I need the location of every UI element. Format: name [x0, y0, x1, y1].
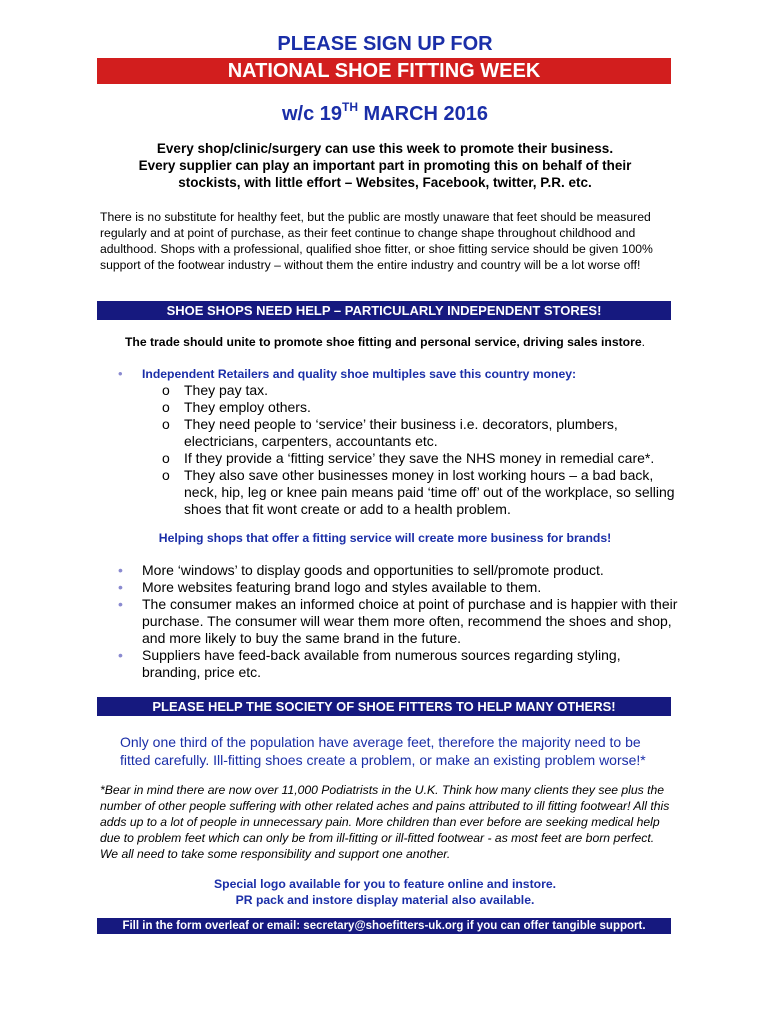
list-item-text: The consumer makes an informed choice at point of purchase and is happier with their purchase. The consumer will wear them more often, recommend the shoes and shop, and more likely to buy the same brand in the future. — [142, 596, 678, 646]
intro-bold-line: stockists, with little effort – Websites, Facebook, twitter, P.R. etc. — [178, 175, 592, 190]
special-offer-block — [100, 876, 670, 908]
intro-bold-line: Every shop/clinic/surgery can use this week to promote their business. — [156, 141, 614, 156]
bullet-icon: • — [118, 647, 123, 663]
list-item-text: If they provide a ‘fitting service’ they save the NHS money in remedial care*. — [184, 450, 655, 466]
list-item — [160, 416, 680, 450]
list-item — [160, 467, 680, 518]
bullet-icon: • — [118, 366, 123, 381]
list-item — [118, 596, 678, 647]
list-item — [160, 382, 680, 399]
circle-bullet-icon: o — [162, 450, 170, 466]
circle-bullet-icon: o — [162, 467, 170, 483]
retailers-bullet — [118, 366, 576, 381]
list-item-text: They employ others. — [184, 399, 311, 415]
list-item-text: They pay tax. — [184, 382, 269, 398]
special-line: Special logo available for you to feature online and instore. — [214, 877, 556, 891]
circle-bullet-icon: o — [162, 399, 170, 415]
intro-paragraph: There is no substitute for healthy feet, but the public are mostly unaware that feet should be measured regularly and at point of purchase, as their feet continue to change shape throughout childhood and adulthood. Shops with a professional, qualified shoe fitter, or shoe fitting service should be given 100% support of the footwear industry – without them the entire industry and country will be a lot worse off! — [100, 210, 653, 272]
section-banner-help: PLEASE HELP THE SOCIETY OF SHOE FITTERS TO HELP MANY OTHERS! — [97, 697, 671, 716]
footnote-paragraph: *Bear in mind there are now over 11,000 Podiatrists in the U.K. Think how many clients they see plus the number of other people suffering with other related aches and pains attributed to ill fitting footwear! All this adds up to a lot of people in unnecessary pain. More children than ever before are seeking medical help due to problem feet which can only be from ill-fitting or ill-fitted footwear - as most feet are born perfect. We all need to take some responsibility and support one another. — [100, 783, 670, 861]
date-prefix: w/c 19 — [281, 103, 342, 125]
only-third-paragraph: Only one third of the population have average feet, therefore the majority need to be fitted carefully. Ill-fitting shoes create a problem, or make an existing problem worse!* — [120, 734, 646, 768]
trade-line-period: . — [641, 335, 646, 349]
section-banner-shops: SHOE SHOPS NEED HELP – PARTICULARLY INDEPENDENT STORES! — [97, 301, 671, 320]
list-item-text: They also save other businesses money in lost working hours – a bad back, neck, hip, leg or knee pain means paid ‘time off’ out of the workplace, so selling shoes that fit wont create or add to a health problem. — [184, 467, 675, 517]
money-reasons-list — [160, 382, 680, 518]
date-superscript: TH — [342, 100, 358, 114]
trade-line — [100, 335, 670, 349]
helping-line: Helping shops that offer a fitting service will create more business for brands! — [158, 531, 612, 545]
footer-banner: Fill in the form overleaf or email: secretary@shoefitters-uk.org if you can offer tangible support. — [97, 918, 671, 934]
brand-benefits-list — [118, 562, 678, 681]
list-item-text: Suppliers have feed-back available from numerous sources regarding styling, branding, price etc. — [142, 647, 621, 680]
circle-bullet-icon: o — [162, 416, 170, 432]
heading-banner: NATIONAL SHOE FITTING WEEK — [97, 58, 671, 84]
list-item — [160, 399, 680, 416]
trade-line-text: The trade should unite to promote shoe fitting and personal service, driving sales instore — [124, 335, 642, 349]
circle-bullet-icon: o — [162, 382, 170, 398]
list-item-text: They need people to ‘service’ their business i.e. decorators, plumbers, electricians, carpenters, accountants etc. — [184, 416, 618, 449]
bullet-icon: • — [118, 596, 123, 612]
intro-bold-block — [100, 140, 670, 191]
heading-line1: PLEASE SIGN UP FOR — [277, 33, 493, 55]
list-item-text: More ‘windows’ to display goods and opportunities to sell/promote product. — [142, 562, 604, 578]
intro-bold-line: Every supplier can play an important part in promoting this on behalf of their — [138, 158, 632, 173]
list-item-text: More websites featuring brand logo and styles available to them. — [142, 579, 542, 595]
date-suffix: MARCH 2016 — [358, 103, 489, 125]
retailers-text: Independent Retailers and quality shoe multiples save this country money: — [142, 367, 577, 381]
list-item — [160, 450, 680, 467]
bullet-icon: • — [118, 562, 123, 578]
bullet-icon: • — [118, 579, 123, 595]
heading-date — [0, 100, 770, 126]
list-item — [118, 647, 678, 681]
list-item — [118, 562, 678, 579]
special-line: PR pack and instore display material also available. — [235, 893, 535, 907]
list-item — [118, 579, 678, 596]
